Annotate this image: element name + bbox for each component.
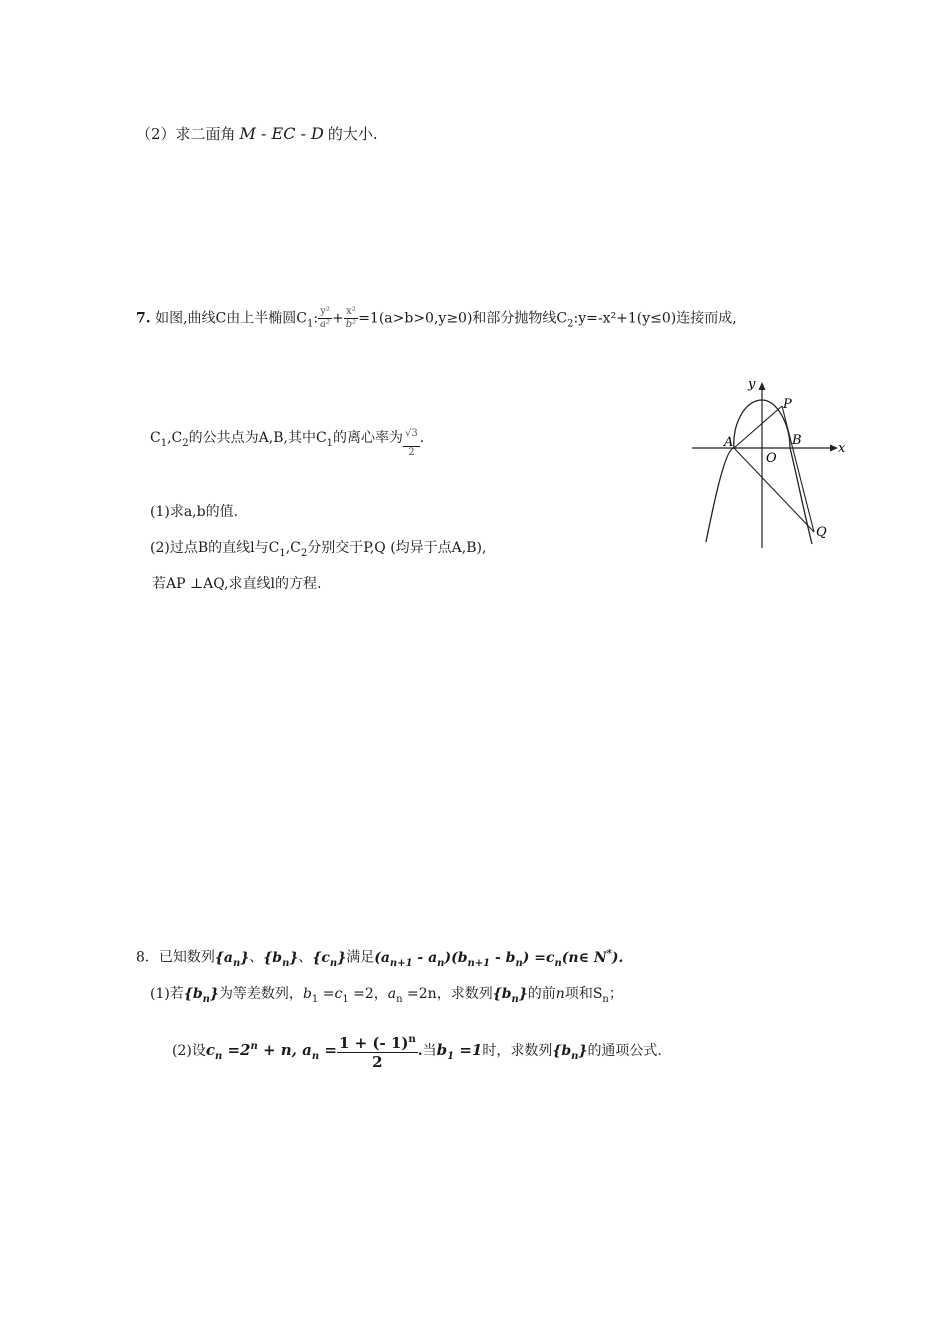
eq-f: (n∈ N (561, 949, 607, 966)
eq-f-sup: * (606, 948, 612, 959)
q8-part1-n: n (555, 986, 565, 1002)
q8-part1-seq-b-close: } (209, 986, 219, 1002)
q8-part2-frac-den: 2 (337, 1052, 418, 1071)
x-axis-arrow (830, 445, 838, 452)
q7-part2-sub2: 2 (300, 547, 308, 559)
ellipse-num-2: x² (346, 306, 356, 317)
q7-c2-sub: 2 (567, 318, 574, 330)
q7-part1-text: (1)求a,b的值. (150, 504, 239, 520)
q7-part2-b: ,C (285, 540, 301, 556)
q8-part2-end: 的通项公式. (587, 1043, 662, 1059)
q7-number: 7. (136, 310, 151, 327)
q8-part1-h: 求数列 (450, 986, 493, 1002)
line-a-p (734, 406, 782, 448)
q7-plus: + (332, 310, 344, 327)
q8-part2-b1-sub: 1 (447, 1051, 455, 1062)
ellipse-fraction-1 (318, 306, 332, 331)
seq-c-sub: n (329, 957, 338, 969)
q8-part2-eq2-sub: n (311, 1051, 320, 1062)
q8-part2-then: 时，求数列 (482, 1043, 553, 1059)
eq-c: )(b (444, 949, 468, 966)
q8-part1-seq-b2-close: } (518, 986, 528, 1002)
seq-b-text: {b (263, 949, 283, 966)
q8-part1-a: (1)若 (150, 986, 184, 1002)
q8-line1 (136, 944, 623, 973)
ecc-num: √3 (405, 428, 418, 439)
ellipse-den-2: b² (345, 319, 357, 330)
q7-part2-c: 分别交于P,Q (均异于点A,B), (307, 540, 487, 556)
q8-part2 (172, 1030, 662, 1074)
q7-line2-d: 的离心率为 (333, 430, 404, 446)
q6-part2-suffix: 的大小. (327, 125, 378, 143)
q7-part2-a: (2)过点B的直线l与C (150, 540, 280, 556)
q7-c1-sub: 1 (306, 318, 314, 330)
q8-part2-eq3: = (319, 1041, 337, 1059)
eq-b-sub: n (437, 957, 445, 969)
q8-part1-i: 的前 (527, 986, 556, 1002)
q8-number: 8． (136, 949, 159, 966)
q8-part1-d: =c (318, 986, 343, 1002)
q8-part2-seq-b-sub: n (571, 1050, 579, 1062)
q8-part1-f-sub: n (396, 993, 403, 1005)
q8-part2-eq1: =2 (222, 1041, 251, 1059)
eq-a: (a (374, 949, 390, 966)
q7-line2-sub1: 1 (160, 437, 168, 449)
seq-b (263, 949, 299, 969)
q8-intro: 已知数列 (158, 949, 215, 966)
seq-a-sub: n (233, 957, 241, 969)
q8-equation (374, 948, 624, 969)
q7-line1 (136, 306, 737, 334)
seq-c (312, 949, 347, 969)
q7-colon: : (313, 310, 319, 327)
eq-d-sub: n (515, 957, 523, 969)
q8-part1-seq-b-text: {b (183, 986, 203, 1002)
q7-line2-sub3: 1 (326, 437, 334, 449)
q8-part1-f: a (387, 986, 397, 1002)
q8-sep1: 、 (249, 949, 264, 966)
q6-part2-math: M - EC - D (239, 124, 324, 143)
q8-part2-b1-text: b (436, 1041, 448, 1059)
ellipse-den-1: a² (320, 319, 331, 330)
q8-part1-c: b (302, 986, 312, 1002)
label-o: O (766, 451, 777, 466)
q8-part2-frac-num-sup: n (408, 1034, 416, 1045)
q8-part2-c: c (205, 1041, 215, 1059)
q7-cond: =1(a>b>0,y≥0)和部分抛物线C (358, 310, 568, 327)
q8-part1 (150, 984, 623, 1010)
q8-sep2: 、 (298, 949, 313, 966)
q8-part1-seq-b2-text: {b (492, 986, 512, 1002)
q8-part1-seq-b2 (492, 986, 528, 1005)
q8-part2-dot: . (417, 1043, 423, 1059)
ellipse-num-1: y² (320, 306, 330, 317)
q8-part2-frac-num (337, 1031, 418, 1052)
q8-part1-g: =2n， (402, 986, 451, 1002)
seq-b-close: } (289, 949, 299, 966)
q7-part2 (150, 538, 486, 564)
ellipse-fraction-2 (344, 306, 358, 331)
q8-part1-j-sub: n (602, 993, 609, 1005)
label-y: y (748, 377, 756, 392)
eq-c-sub: n+1 (467, 957, 491, 969)
q8-part1-c-sub: 1 (311, 993, 319, 1005)
q7-parabola: :y=-x²+1(y≤0)连接而成, (573, 310, 737, 327)
q8-satisfy: 满足 (346, 949, 375, 966)
q7-line2-b: ,C (167, 430, 183, 446)
eq-a-sub: n+1 (389, 957, 413, 969)
label-x: x (838, 441, 846, 456)
q8-part2-formula (205, 1041, 337, 1062)
q7-line2-a: C (150, 430, 161, 446)
label-a: A (724, 435, 734, 450)
eq-d: - b (490, 949, 516, 966)
q8-part2-frac-num-text: 1 + (- 1) (338, 1034, 409, 1052)
q8-part2-seq-b (552, 1043, 588, 1062)
q8-part2-seq-b-close: } (578, 1043, 588, 1059)
line-p-q (782, 406, 814, 532)
q7-line2-c: 的公共点为A,B,其中C (188, 430, 327, 446)
q8-part1-k: ； (608, 986, 623, 1002)
q7-part2-sub1: 1 (279, 547, 286, 559)
q8-part1-b: 为等差数列， (218, 986, 303, 1002)
q6-part2-prefix: （2）求二面角 (136, 125, 236, 143)
label-p: P (783, 397, 792, 412)
q8-part2-eq2: + n, a (257, 1041, 312, 1059)
q7-intro: 如图,曲线C由上半椭圆C (155, 310, 307, 327)
q8-part1-d-sub: 1 (342, 993, 349, 1005)
q8-part1-seq-b (183, 986, 219, 1005)
eq-e: ) =c (522, 949, 555, 966)
eq-b: - a (412, 949, 438, 966)
q8-part2-eq1-sup: n (250, 1041, 258, 1052)
q7-part2-line2-text: 若AP ⊥AQ,求直线l的方程. (152, 576, 322, 592)
q8-part1-j: 项和S (564, 986, 603, 1002)
eq-g: ). (611, 949, 624, 966)
q8-part2-a: (2)设 (172, 1043, 206, 1059)
curve-figure (688, 372, 848, 550)
seq-c-text: {c (312, 949, 330, 966)
seq-a-text: {a (214, 949, 233, 966)
q7-part1 (150, 502, 238, 522)
q7-line2 (150, 428, 424, 459)
q8-part2-fraction (337, 1031, 418, 1071)
q8-part2-b1-eq: =1 (454, 1041, 483, 1059)
q8-part2-b1 (436, 1041, 483, 1062)
label-q: Q (816, 525, 827, 540)
q8-part2-seq-b-text: {b (552, 1043, 572, 1059)
ecc-den: 2 (403, 446, 420, 459)
seq-a-close: } (240, 949, 250, 966)
q8-part1-e: =2， (348, 986, 388, 1002)
parabola-arc-right (790, 448, 812, 544)
seq-c-close: } (337, 949, 347, 966)
eq-e-sub: n (554, 957, 562, 969)
seq-a (214, 949, 250, 969)
eccentricity-fraction (403, 428, 420, 459)
q8-part2-when: 当 (422, 1043, 437, 1059)
y-axis-arrow (759, 382, 766, 390)
q8-part1-seq-b-sub: n (202, 993, 210, 1005)
q8-part2-c-sub: n (214, 1051, 223, 1062)
q6-part2-line (136, 124, 378, 144)
seq-b-sub: n (282, 957, 290, 969)
q8-part1-seq-b2-sub: n (511, 993, 519, 1005)
q7-line2-end: . (419, 430, 425, 446)
q7-part2-line2 (152, 574, 321, 594)
label-b: B (792, 433, 802, 448)
parabola-arc (706, 448, 734, 542)
q7-line2-sub2: 2 (182, 437, 189, 449)
